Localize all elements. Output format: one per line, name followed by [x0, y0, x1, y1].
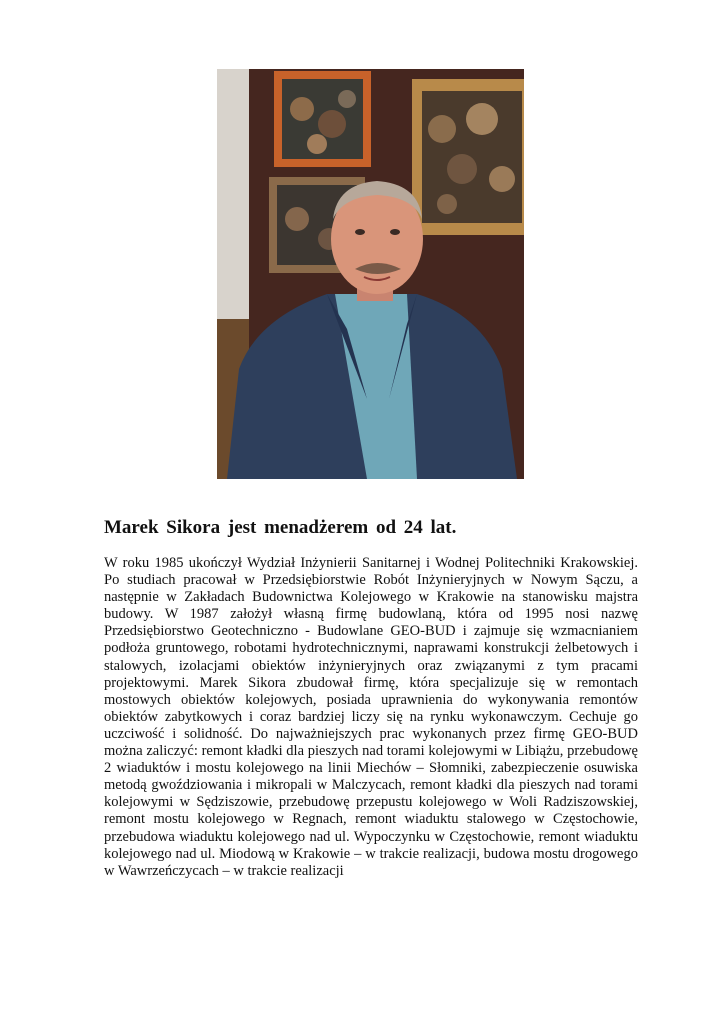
- painting-top: [274, 71, 371, 167]
- eye-right: [390, 229, 400, 235]
- portrait-photo: [217, 69, 524, 479]
- article-heading: Marek Sikora jest menadżerem od 24 lat.: [104, 517, 457, 538]
- portrait-illustration: [217, 69, 524, 479]
- article-body: W roku 1985 ukończył Wydział Inżynierii Sanitarnej i Wodnej Politechniki Krakowskiej. Po studiach pracował w Przedsiębiorstwie Robót Inżynieryjnych w Nowym Sączu, a następnie w Zakładach Budownictwa Kolejowego w Krakowie na stanowisku majstra budowy. W 1987 założył własną firmę budowlaną, która od 1995 nosi nazwę Przedsiębiorstwo Geotechniczno - Budowlane GEO-BUD i zajmuje się wzmacnianiem podłoża gruntowego, robotami hydrotechnicznymi, naprawami konstrukcji żelbetowych i stalowych, izolacjami obiektów inżynieryjnych oraz związanymi z tym pracami projektowymi. Marek Sikora zbudował firmę, która specjalizuje się w remontach mostowych obiektów kolejowych, posiada uprawnienia do wykonywania remontów obiektów zabytkowych i coraz bardziej liczy się na rynku wykonawczym. Cechuje go uczciwość i solidność. Do najważniejszych prac wykonanych przez firmę GEO-BUD można zaliczyć: remont kładki dla pieszych nad torami kolejowymi w Libiążu, przebudowę 2 wiaduktów i mostu kolejowego na linii Miechów – Słomniki, zabezpieczenie osuwiska metodą gwoździowania i mikropali w Malczycach, remont kładki dla pieszych nad torami kolejowymi w Sędziszowie, przebudowę przepustu kolejowego w Woli Radziszowskiej, remont mostu kolejowego w Regnach, remont wiaduktu stalowego w Częstochowie, przebudowa wiaduktu kolejowego nad ul. Wypoczynku w Częstochowie, remont wiaduktu kolejowego nad ul. Miodową w Krakowie – w trakcie realizacji, budowa mostu drogowego w Wawrzeńczycach – w trakcie realizacji: [104, 555, 638, 879]
- eye-left: [355, 229, 365, 235]
- painting-right: [412, 79, 524, 235]
